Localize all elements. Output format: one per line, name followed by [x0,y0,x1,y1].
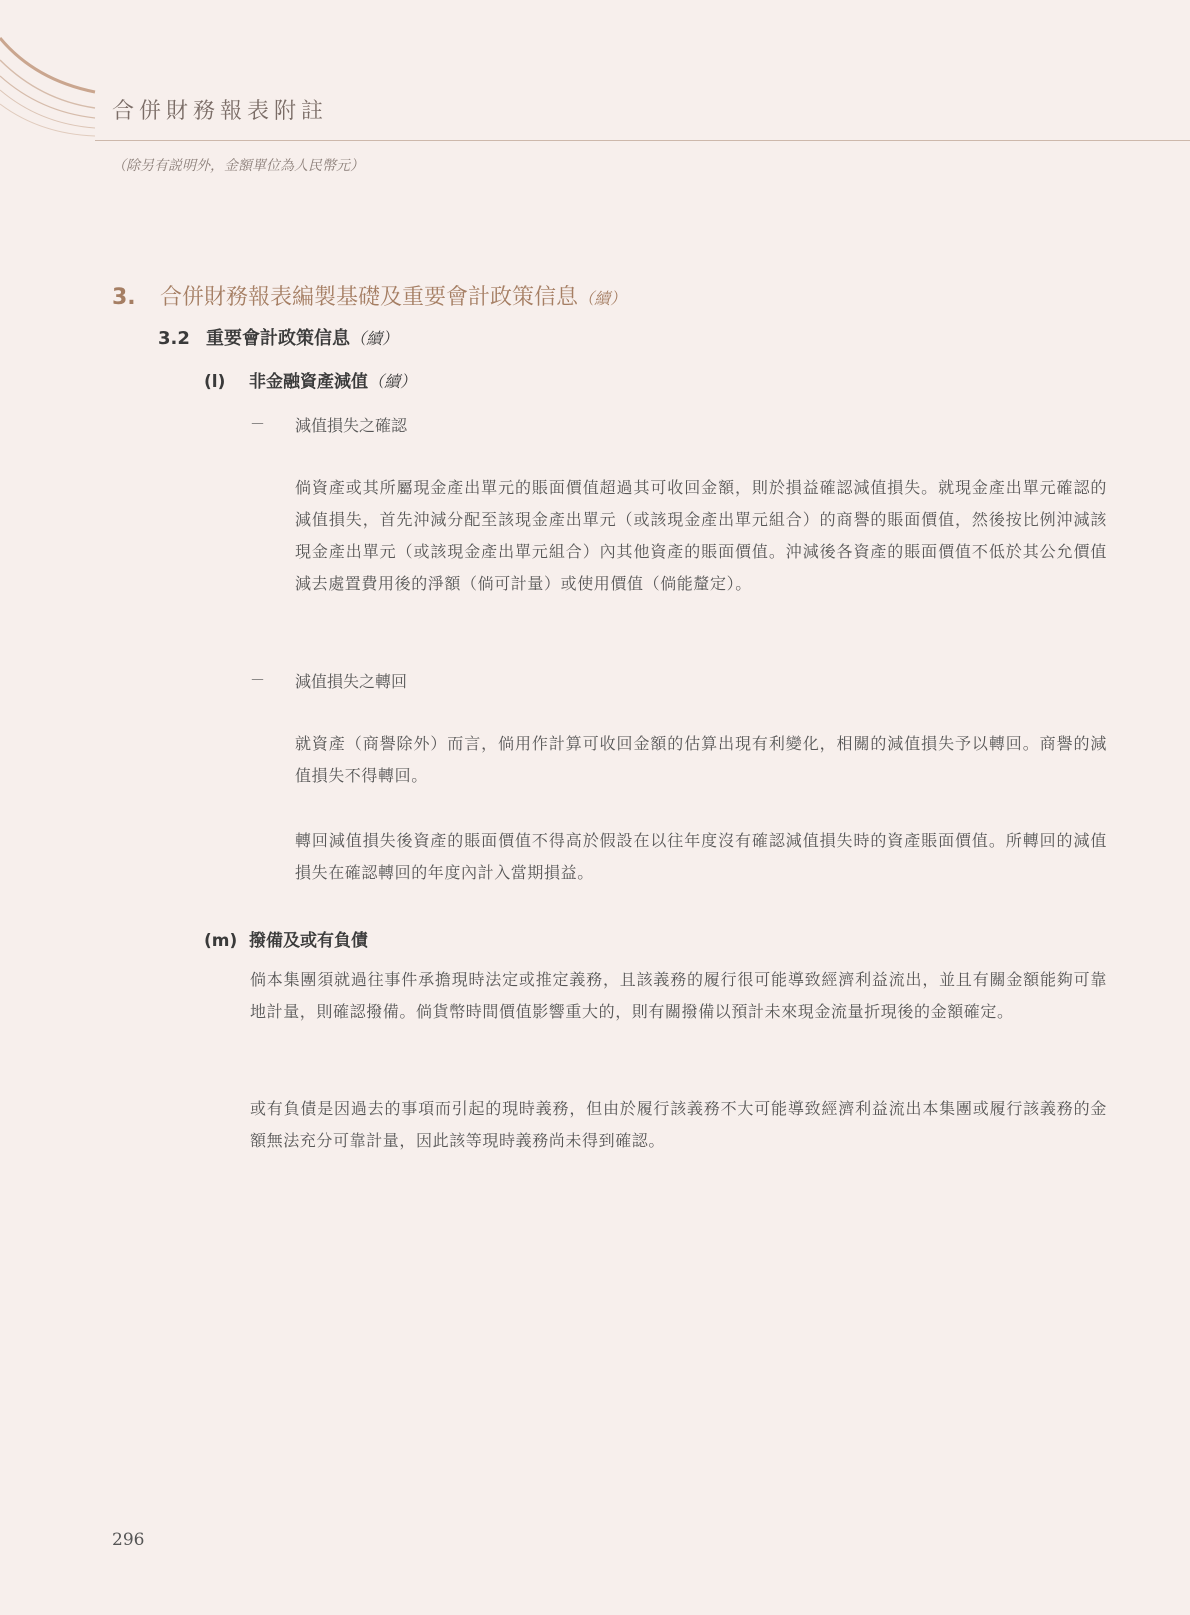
item-l-heading [204,367,416,392]
item-m-number: (m) [204,931,238,951]
paragraph: 倘本集團須就過往事件承擔現時法定或推定義務，且該義務的履行很可能導致經濟利益流出，並且有關金額能夠可靠地計量，則確認撥備。倘貨幣時間價值影響重大的，則有關撥備以預計未來現金流量折現後的金額確定。 [250,970,1107,1021]
paragraph: 或有負債是因過去的事項而引起的現時義務，但由於履行該義務不大可能導致經濟利益流出本集團或履行該義務的金額無法充分可靠計量，因此該等現時義務尚未得到確認。 [250,1099,1107,1150]
section-continued: （續） [578,289,627,308]
point-heading-recognition: 減值損失之確認 [295,416,408,435]
dash-bullet: － [250,671,266,689]
subsection-title: 重要會計政策信息 [206,328,350,349]
header-divider [95,140,1190,141]
section-title: 合併財務報表編製基礎及重要會計政策信息 [160,285,579,310]
point-heading-reversal: 減值損失之轉回 [295,672,408,691]
page-header-subtitle: （除另有説明外，金額單位為人民幣元） [112,158,364,174]
paragraph: 就資產（商譽除外）而言，倘用作計算可收回金額的估算出現有利變化，相關的減值損失予以轉回。商譽的減值損失不得轉回。 [295,734,1107,785]
paragraph: 倘資產或其所屬現金產出單元的賬面價值超過其可收回金額，則於損益確認減值損失。就現金產出單元確認的減值損失，首先沖減分配至該現金產出單元（或該現金產出單元組合）的商譽的賬面價值，然後按比例沖減該現金產出單元（或該現金產出單元組合）內其他資產的賬面價值。沖減後各資產的賬面價值不低於其公允價值減去處置費用後的淨額（倘可計量）或使用價值（倘能釐定）。 [295,478,1107,593]
decorative-arcs [0,0,110,145]
dash-bullet: － [250,415,266,433]
paragraph: 轉回減值損失後資產的賬面價值不得高於假設在以往年度沒有確認減值損失時的資產賬面價值。所轉回的減值損失在確認轉回的年度內計入當期損益。 [295,831,1107,882]
item-m-title: 撥備及或有負債 [249,931,368,951]
section-number: 3. [112,285,136,310]
subsection-continued: （續） [350,329,399,348]
page-header-title: 合併財務報表附註 [112,99,329,124]
item-l-title: 非金融資產減值 [249,372,368,392]
subsection-heading [158,324,398,350]
item-l-number: (l) [204,372,226,392]
item-l-continued: （續） [368,372,417,391]
subsection-number: 3.2 [158,328,190,349]
page-number: 296 [112,1530,145,1550]
section-heading [112,280,626,311]
item-m-heading [204,926,368,951]
